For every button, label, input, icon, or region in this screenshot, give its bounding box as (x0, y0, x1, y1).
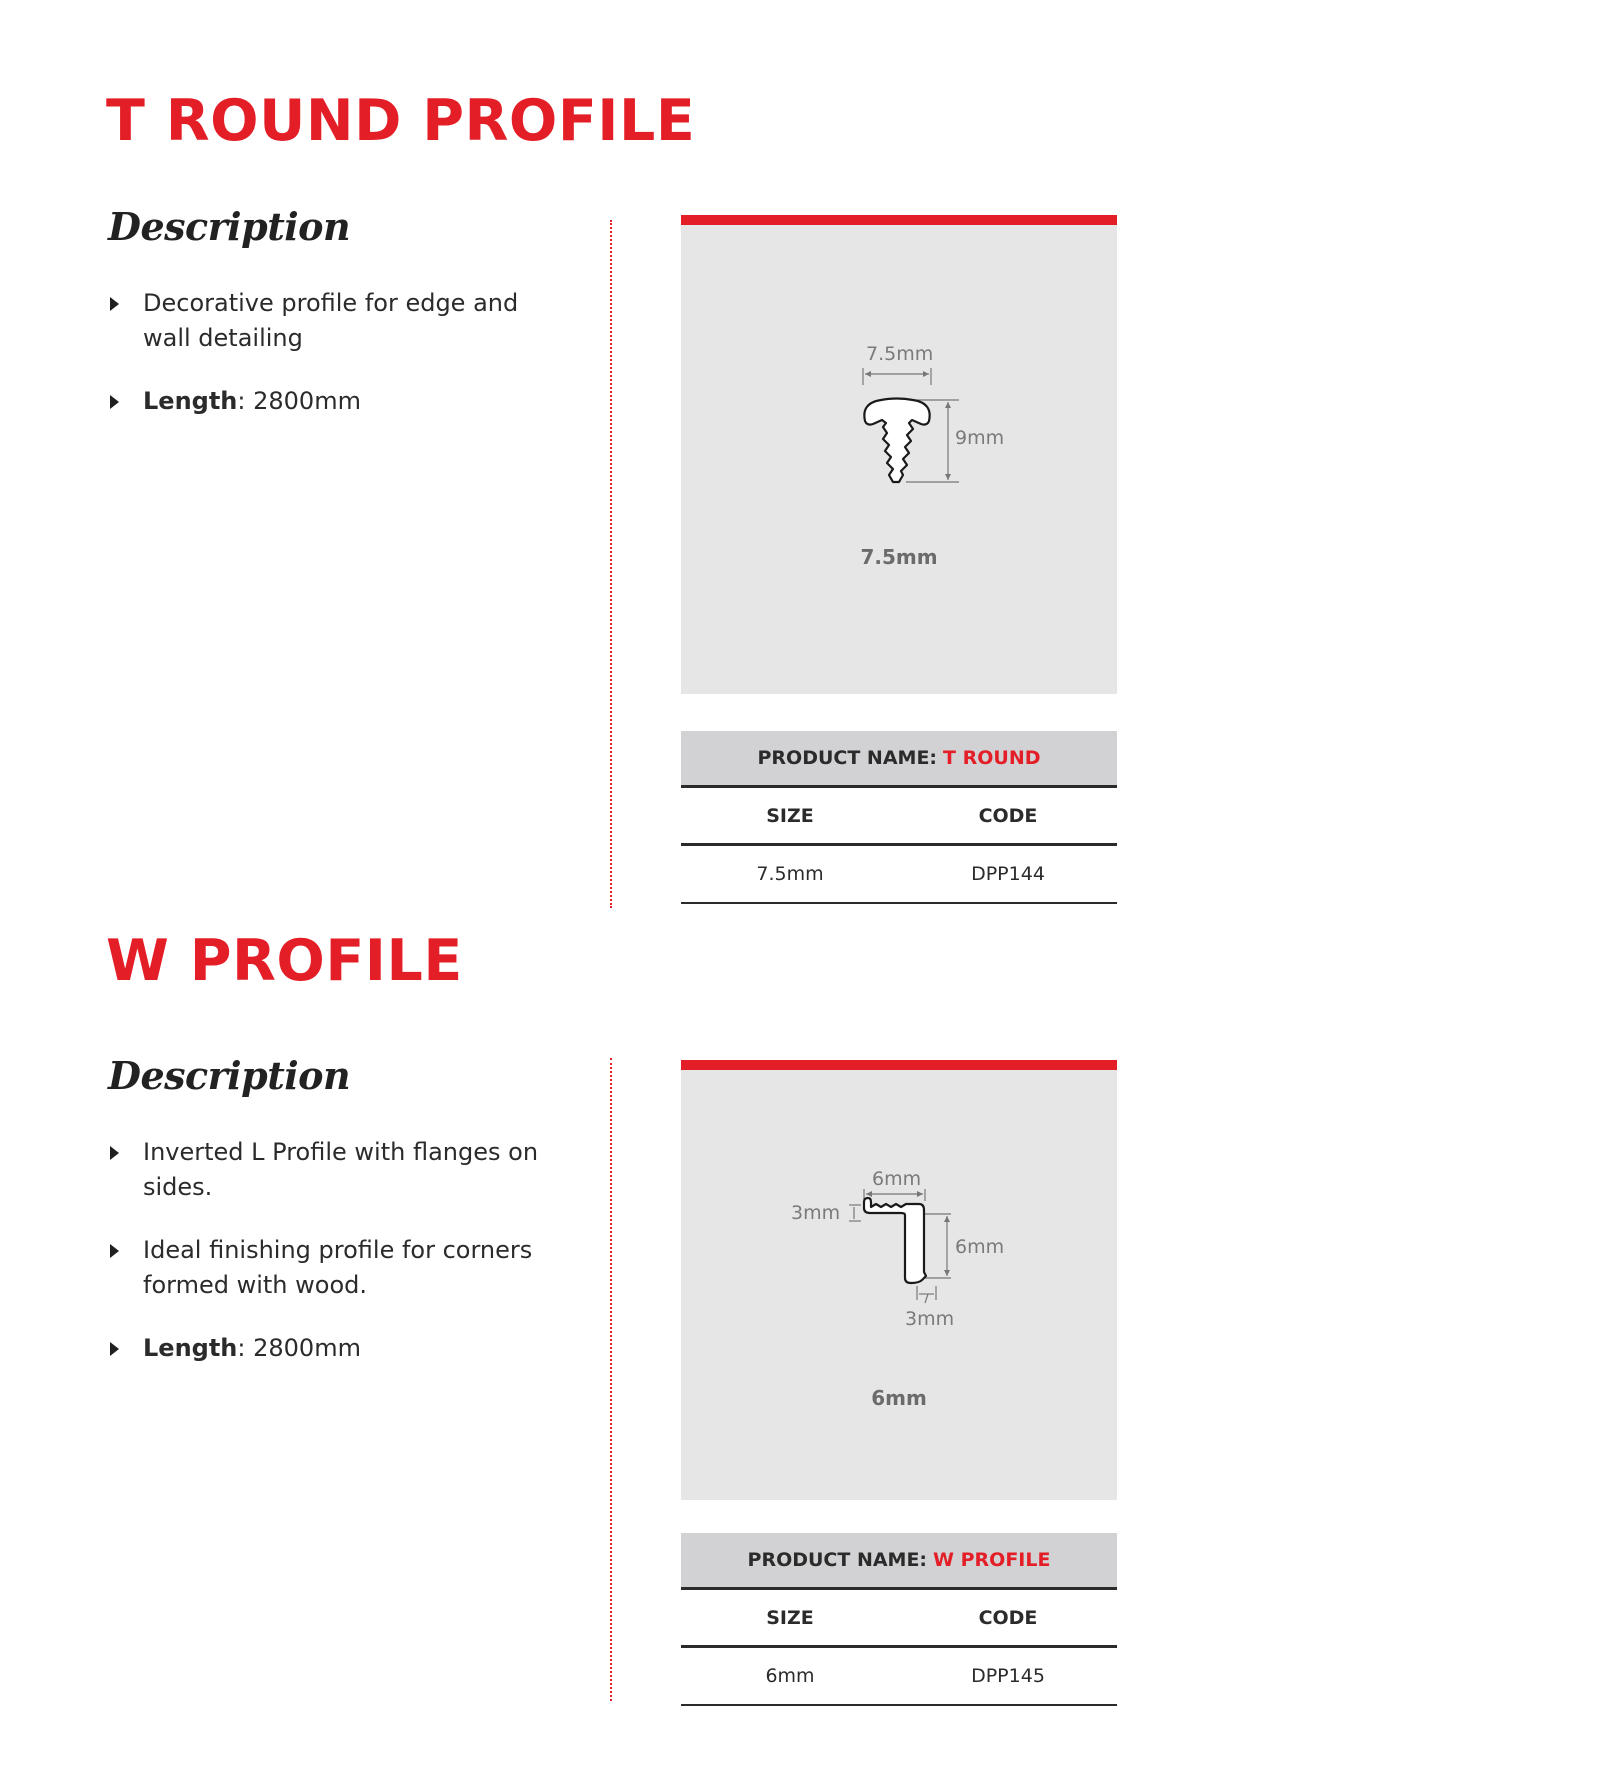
left-dimension-label: 3mm (791, 1202, 841, 1224)
table-header-row (681, 788, 1117, 846)
bullet-triangle-icon (110, 395, 119, 409)
bullet-triangle-icon (110, 1342, 119, 1356)
height-dimension-label: 9mm (955, 427, 1005, 449)
bullet-triangle-icon (110, 297, 119, 311)
list-item: Length: 2800mm (108, 1331, 558, 1366)
size-label: 7.5mm (860, 545, 938, 569)
profile-drawing-panel (681, 1060, 1117, 1500)
size-cell: 7.5mm (756, 863, 824, 885)
description-heading: Description (108, 204, 351, 249)
top-dimension-label: 6mm (872, 1168, 922, 1190)
dotted-divider (610, 220, 612, 908)
product-name-header: PRODUCT NAME: W PROFILE (681, 1533, 1117, 1590)
code-cell: DPP144 (971, 863, 1045, 885)
width-dimension-label: 7.5mm (866, 343, 934, 365)
table-row (681, 1648, 1117, 1706)
dotted-divider (610, 1058, 612, 1701)
w-profile-icon (681, 1070, 1117, 1510)
section-title: W PROFILE (106, 928, 463, 994)
bullet-triangle-icon (110, 1146, 119, 1160)
table-header-row (681, 1590, 1117, 1648)
list-item: Inverted L Profile with flanges on sides. (108, 1135, 558, 1205)
column-header-size: SIZE (766, 804, 814, 827)
profile-drawing-panel (681, 215, 1117, 694)
column-header-size: SIZE (766, 1606, 814, 1629)
bottom-dimension-label: 3mm (905, 1308, 955, 1330)
size-cell: 6mm (765, 1665, 815, 1687)
column-header-code: CODE (978, 804, 1038, 827)
list-item: Ideal finishing profile for corners formed with wood. (108, 1233, 558, 1303)
right-dimension-label: 6mm (955, 1236, 1005, 1258)
section-title: T ROUND PROFILE (106, 88, 696, 154)
w-profile-section (0, 845, 1600, 1745)
t-round-profile-icon (681, 225, 1117, 704)
column-header-code: CODE (978, 1606, 1038, 1629)
list-item: Length: 2800mm (108, 384, 558, 419)
list-item: Decorative profile for edge and wall detailing (108, 286, 558, 356)
bullet-triangle-icon (110, 1244, 119, 1258)
product-table (681, 1533, 1117, 1706)
description-list (108, 1135, 558, 1394)
size-label: 6mm (871, 1386, 927, 1410)
description-list (108, 286, 558, 447)
product-name-header: PRODUCT NAME: T ROUND (681, 731, 1117, 788)
description-heading: Description (108, 1053, 351, 1098)
code-cell: DPP145 (971, 1665, 1045, 1687)
